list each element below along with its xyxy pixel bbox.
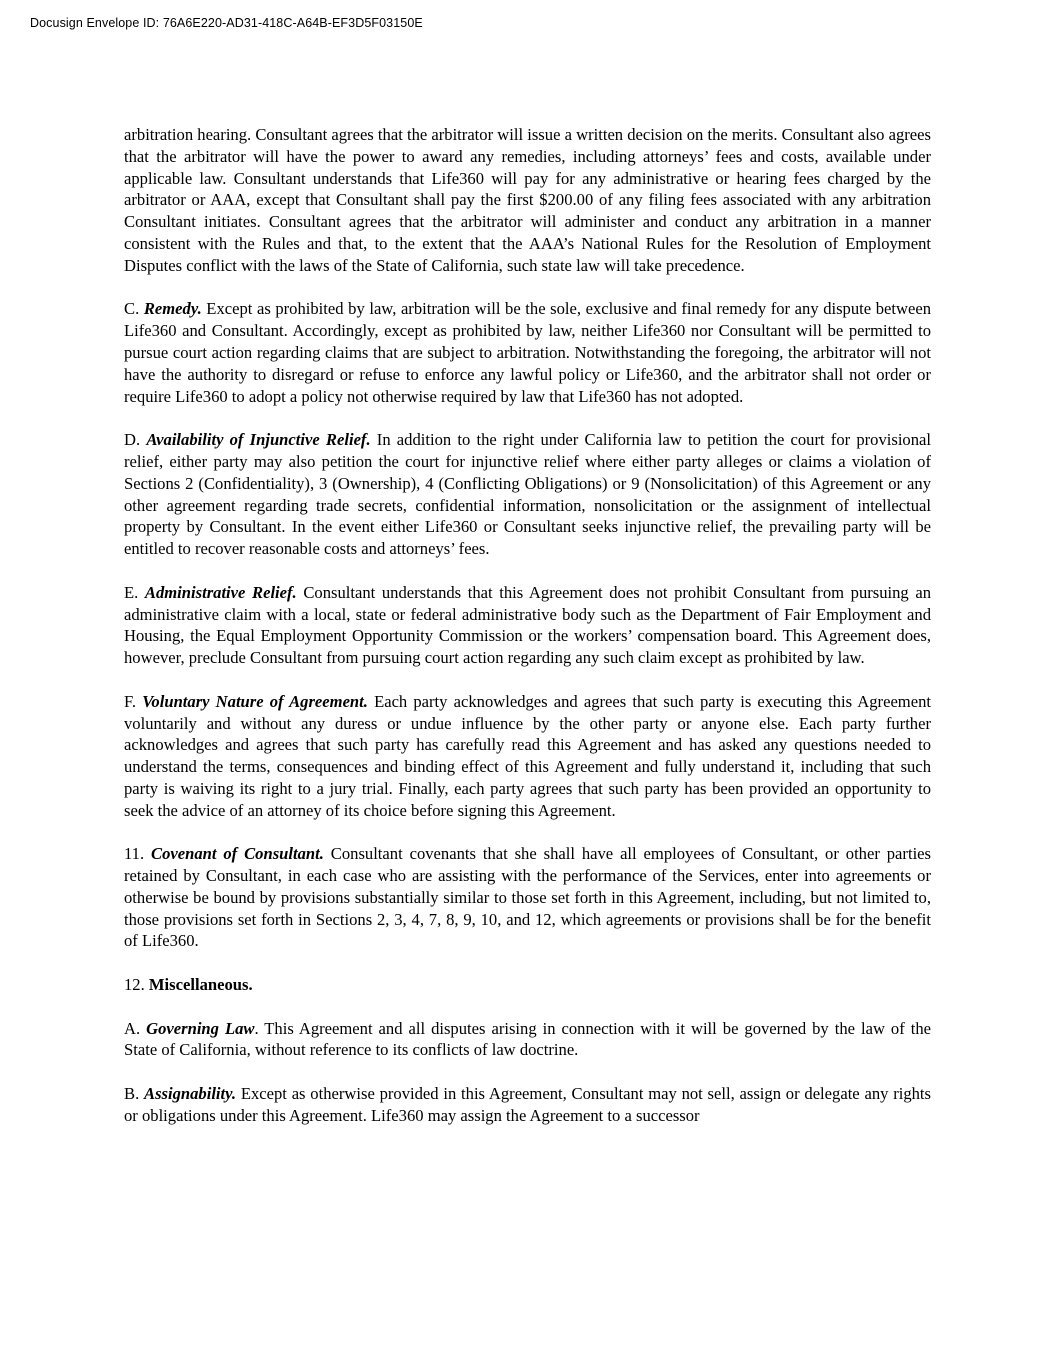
section-c-heading: Remedy. bbox=[143, 299, 202, 319]
section-b-prefix: B. bbox=[124, 1084, 144, 1104]
section-11-covenant bbox=[124, 843, 931, 952]
document-body bbox=[124, 124, 931, 1127]
section-11-heading: Covenant of Consultant. bbox=[151, 844, 324, 864]
section-c-text: Except as prohibited by law, arbitration will be the sole, exclusive and final remedy for any dispute between Life360 and Consultant. Accordingly, except as prohibited by law, neither Life360 nor Consultant will be permitted to pursue court action regarding claims that are subject to arbitration. Notwithstanding the foregoing, the arbitrator will not have the authority to disregard or refuse to enforce any lawful policy or Life360, and the arbitrator shall not order or require Life360 to adopt a policy not otherwise required by law that Life360 has not adopted. bbox=[124, 299, 931, 406]
section-d-prefix: D. bbox=[124, 430, 147, 450]
section-d-text: In addition to the right under California law to petition the court for provisional relief, either party may also petition the court for injunctive relief where either party alleges or claims a violation of Sections 2 (Confidentiality), 3 (Ownership), 4 (Conflicting Obligations) or 9 (Nonsolicitation) of this Agreement or any other agreement regarding trade secrets, confidential information, nonsolicitation or the assignment of intellectual property by Consultant. In the event either Life360 or Consultant seeks injunctive relief, the prevailing party will be entitled to recover reasonable costs and attorneys’ fees. bbox=[124, 430, 931, 559]
section-e-heading: Administrative Relief. bbox=[144, 582, 297, 602]
section-f-heading: Voluntary Nature of Agreement. bbox=[142, 691, 368, 711]
section-e-text: Consultant understands that this Agreement does not prohibit Consultant from pursuing an administrative claim with a local, state or federal administrative body such as the Department of Fair Employment and Housing, the Equal Employment Opportunity Commission or the workers’ compensation board. This Agreement does, however, preclude Consultant from pursuing court action regarding any such claim except as prohibited by law. bbox=[124, 582, 931, 668]
paragraph-arbitration-hearing: arbitration hearing. Consultant agrees that the arbitrator will issue a written decision on the merits. Consultant also agrees that the arbitrator will have the power to award any remedies, including attorneys’ fees and costs, available under applicable law. Consultant understands that Life360 will pay for any administrative or hearing fees charged by the arbitrator or AAA, except that Consultant shall pay the first $200.00 of any filing fees associated with any arbitration Consultant initiates. Consultant agrees that the arbitrator will administer and conduct any arbitration in a manner consistent with the Rules and that, to the extent that the AAA’s National Rules for the Resolution of Employment Disputes conflict with the laws of the State of California, such state law will take precedence. bbox=[124, 125, 931, 275]
section-d-heading: Availability of Injunctive Relief. bbox=[146, 430, 371, 450]
section-b-text: Except as otherwise provided in this Agreement, Consultant may not sell, assign or delegate any rights or obligations under this Agreement. Life360 may assign the Agreement to a successor bbox=[124, 1084, 931, 1125]
section-a-text: . This Agreement and all disputes arising in connection with it will be governed by the law of the State of California, without reference to its conflicts of law doctrine. bbox=[124, 1018, 931, 1060]
section-11-text: Consultant covenants that she shall have all employees of Consultant, or other parties retained by Consultant, in each case who are assisting with the performance of the Services, enter into agreements or otherwise be bound by provisions substantially similar to those set forth in this Agreement, including, but not limited to, those provisions set forth in Sections 2, 3, 4, 7, 8, 9, 10, and 12, which agreements or provisions shall be for the benefit of Life360. bbox=[124, 844, 931, 951]
section-c-prefix: C. bbox=[124, 299, 144, 319]
section-f-voluntary-nature bbox=[124, 691, 931, 822]
section-c-remedy bbox=[124, 298, 931, 407]
section-a-governing-law bbox=[124, 1018, 931, 1062]
docusign-envelope-id: Docusign Envelope ID: 76A6E220-AD31-418C-A64B-EF3D5F03150E bbox=[30, 16, 423, 30]
section-11-prefix: 11. bbox=[124, 844, 152, 864]
section-f-text: Each party acknowledges and agrees that such party is executing this Agreement voluntarily and without any duress or undue influence by the other party or anyone else. Each party further acknowledges and agrees that such party has carefully read this Agreement and has asked any questions needed to understand the terms, consequences and binding effect of this Agreement and fully understand it, including that such party is waiving its right to a jury trial. Finally, each party agrees that such party has been provided an opportunity to seek the advice of an attorney of its choice before signing this Agreement. bbox=[124, 691, 931, 820]
section-e-prefix: E. bbox=[124, 582, 145, 602]
section-d-injunctive-relief bbox=[124, 429, 931, 560]
section-a-prefix: A. bbox=[124, 1018, 147, 1038]
section-12-heading: Miscellaneous. bbox=[148, 975, 253, 995]
section-a-heading: Governing Law bbox=[146, 1018, 255, 1038]
section-12-miscellaneous bbox=[124, 974, 931, 996]
section-e-administrative-relief bbox=[124, 582, 931, 669]
section-f-prefix: F. bbox=[124, 691, 143, 711]
section-b-assignability bbox=[124, 1083, 931, 1127]
section-b-heading: Assignability. bbox=[144, 1084, 237, 1104]
section-12-prefix: 12. bbox=[124, 975, 149, 995]
